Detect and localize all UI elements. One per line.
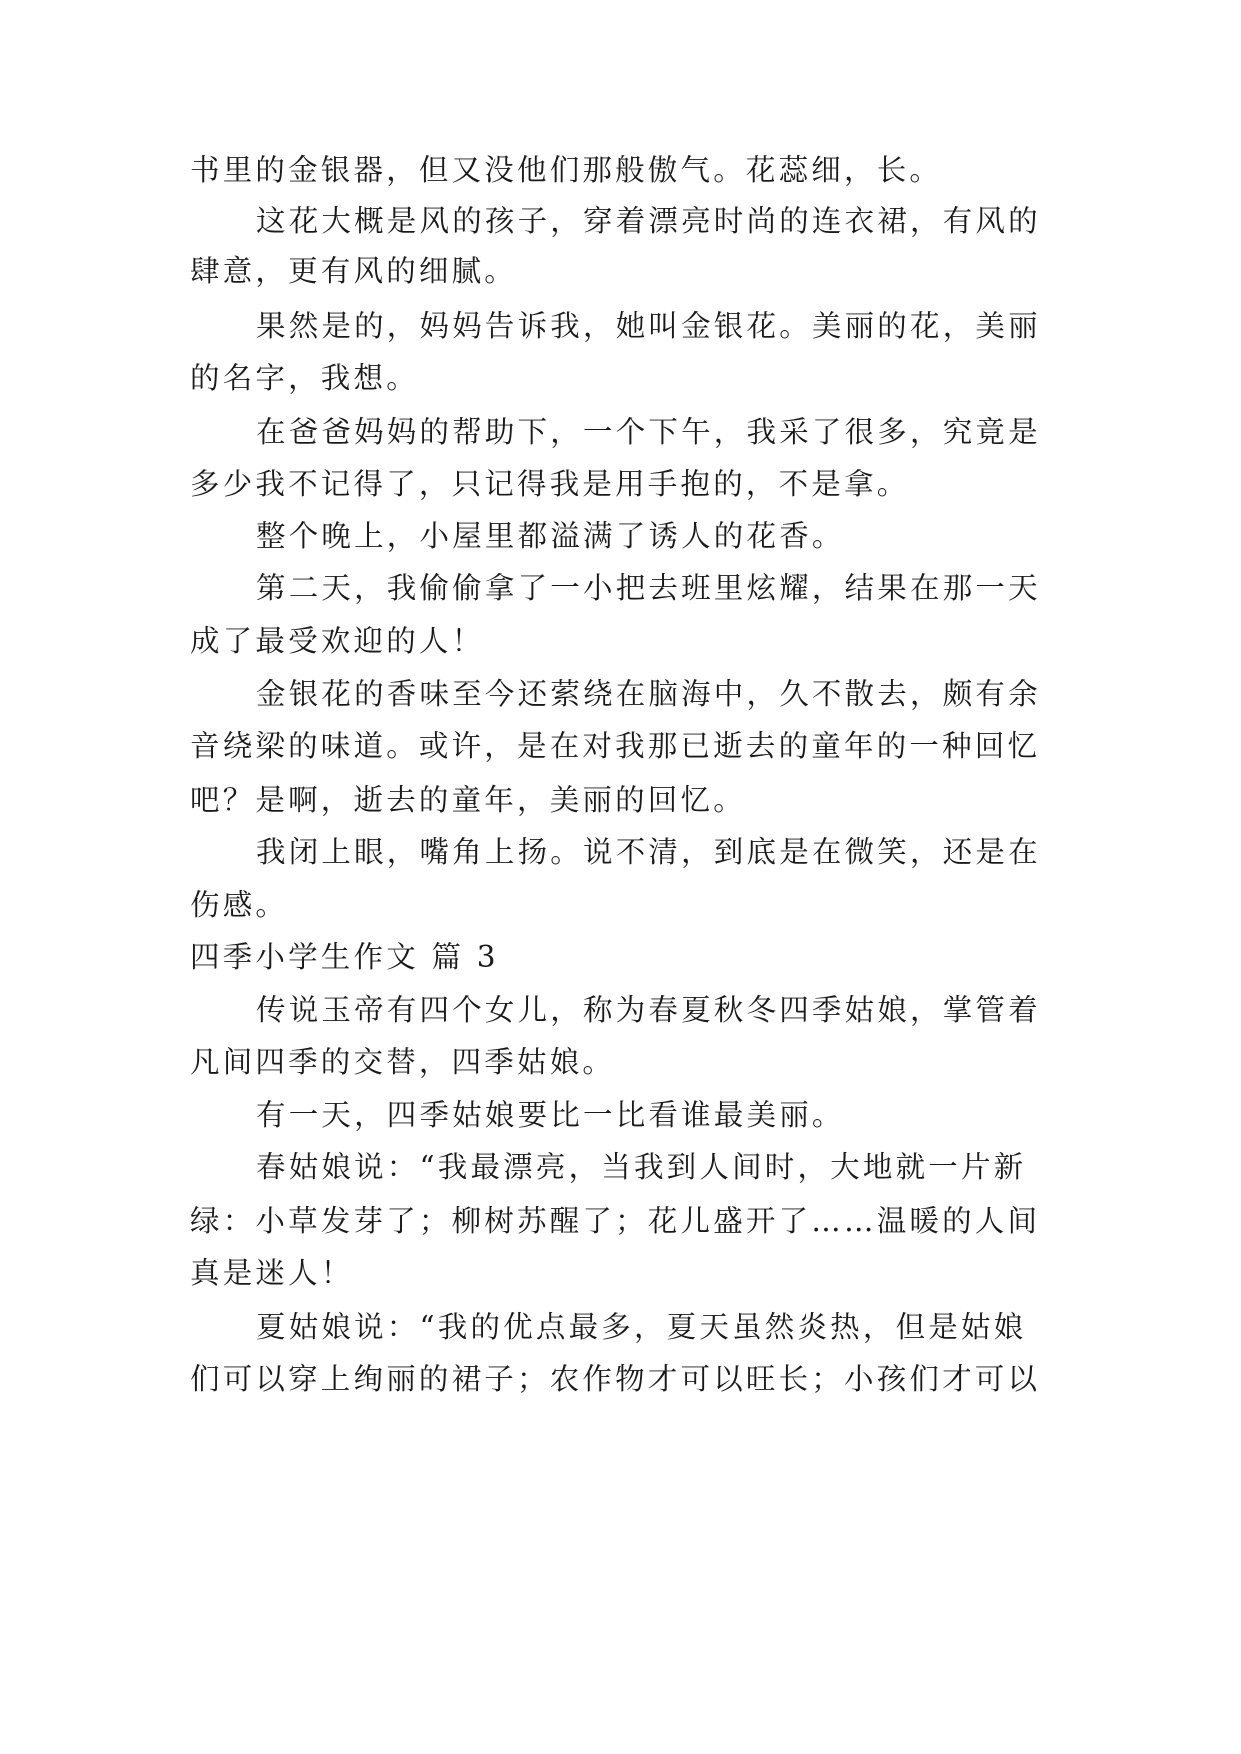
paragraph-start: 我闭上眼，嘴角上扬。说不清，到底是在微笑，还是在 [256, 835, 1041, 869]
text-line: 真是迷人！ [190, 1256, 354, 1290]
text-line: 的名字，我想。 [190, 361, 419, 395]
paragraph-start: 夏姑娘说：“我的优点最多，夏天虽然炎热，但是姑娘 [256, 1310, 1027, 1344]
text-line: 成了最受欢迎的人！ [190, 624, 485, 658]
text-line: 们可以穿上绚丽的裙子；农作物才可以旺长；小孩们才可以 [190, 1362, 1041, 1396]
text-line: 凡间四季的交替，四季姑娘。 [190, 1045, 616, 1079]
section-heading: 四季小学生作文 篇 3 [190, 940, 499, 974]
paragraph-start: 第二天，我偷偷拿了一小把去班里炫耀，结果在那一天 [256, 571, 1041, 605]
text-line: 伤感。 [190, 888, 289, 922]
text-line: 绿：小草发芽了；柳树苏醒了；花儿盛开了……温暖的人间 [190, 1204, 1041, 1238]
paragraph-start: 传说玉帝有四个女儿，称为春夏秋冬四季姑娘，掌管着 [256, 993, 1041, 1027]
text-line: 音绕梁的味道。或许，是在对我那已逝去的童年的一种回忆 [190, 729, 1041, 763]
paragraph-start: 金银花的香味至今还萦绕在脑海中，久不散去，颇有余 [256, 677, 1041, 711]
text-line: 吧？是啊，逝去的童年，美丽的回忆。 [190, 783, 746, 817]
paragraph-start: 在爸爸妈妈的帮助下，一个下午，我采了很多，究竟是 [256, 415, 1041, 449]
paragraph-start: 有一天，四季姑娘要比一比看谁最美丽。 [256, 1098, 845, 1132]
paragraph-start: 整个晚上，小屋里都溢满了诱人的花香。 [256, 519, 845, 553]
paragraph-start: 这花大概是风的孩子，穿着漂亮时尚的连衣裙，有风的 [256, 204, 1041, 238]
paragraph-start: 春姑娘说：“我最漂亮，当我到人间时，大地就一片新 [256, 1150, 1027, 1184]
text-line: 肆意，更有风的细腻。 [190, 254, 518, 288]
paragraph-start: 果然是的，妈妈告诉我，她叫金银花。美丽的花，美丽 [256, 309, 1041, 343]
text-line: 多少我不记得了，只记得我是用手抱的，不是拿。 [190, 467, 910, 501]
text-line: 书里的金银器，但又没他们那般傲气。花蕊细，长。 [190, 153, 943, 187]
